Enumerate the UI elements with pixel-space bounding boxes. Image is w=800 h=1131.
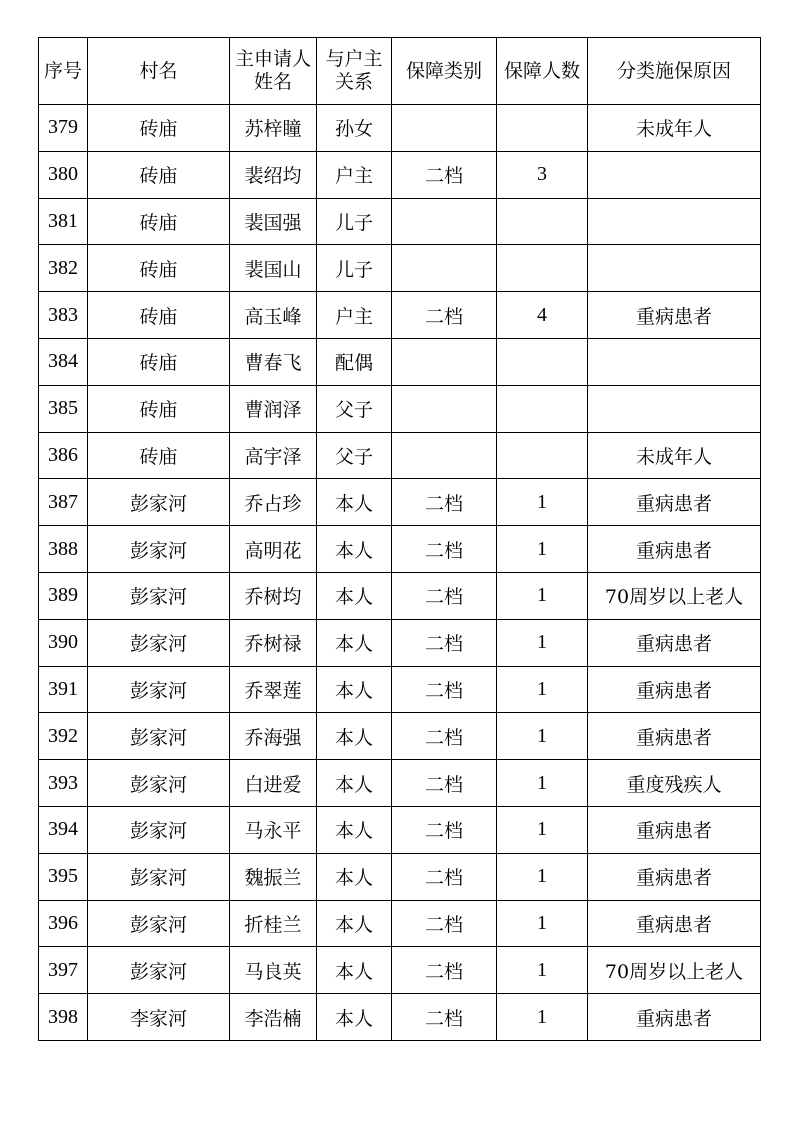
cell-reason: 70周岁以上老人 bbox=[588, 572, 761, 619]
cell-category bbox=[392, 338, 497, 385]
cell-relation: 孙女 bbox=[317, 105, 392, 152]
cell-reason bbox=[588, 245, 761, 292]
cell-reason bbox=[588, 151, 761, 198]
header-village: 村名 bbox=[88, 38, 230, 105]
table-row bbox=[39, 572, 761, 619]
table-row bbox=[39, 292, 761, 339]
cell-category: 二档 bbox=[392, 151, 497, 198]
cell-count: 1 bbox=[497, 666, 588, 713]
cell-count bbox=[497, 385, 588, 432]
cell-count: 1 bbox=[497, 853, 588, 900]
cell-category: 二档 bbox=[392, 666, 497, 713]
cell-reason: 重病患者 bbox=[588, 619, 761, 666]
cell-relation: 本人 bbox=[317, 994, 392, 1041]
table-row bbox=[39, 526, 761, 573]
cell-applicant: 乔树均 bbox=[230, 572, 317, 619]
cell-index: 385 bbox=[39, 385, 88, 432]
cell-category: 二档 bbox=[392, 760, 497, 807]
cell-index: 387 bbox=[39, 479, 88, 526]
table-row bbox=[39, 151, 761, 198]
header-category: 保障类别 bbox=[392, 38, 497, 105]
cell-index: 395 bbox=[39, 853, 88, 900]
table-row bbox=[39, 806, 761, 853]
cell-village: 彭家河 bbox=[88, 853, 230, 900]
cell-applicant: 裴绍均 bbox=[230, 151, 317, 198]
cell-reason: 重病患者 bbox=[588, 713, 761, 760]
cell-index: 379 bbox=[39, 105, 88, 152]
table-row bbox=[39, 947, 761, 994]
cell-village: 砖庙 bbox=[88, 385, 230, 432]
cell-reason bbox=[588, 385, 761, 432]
cell-category bbox=[392, 385, 497, 432]
cell-count bbox=[497, 105, 588, 152]
cell-count: 1 bbox=[497, 572, 588, 619]
cell-category: 二档 bbox=[392, 526, 497, 573]
cell-village: 彭家河 bbox=[88, 666, 230, 713]
cell-village: 彭家河 bbox=[88, 526, 230, 573]
cell-relation: 本人 bbox=[317, 572, 392, 619]
cell-category: 二档 bbox=[392, 292, 497, 339]
cell-village: 彭家河 bbox=[88, 806, 230, 853]
cell-applicant: 曹春飞 bbox=[230, 338, 317, 385]
cell-index: 384 bbox=[39, 338, 88, 385]
cell-village: 砖庙 bbox=[88, 245, 230, 292]
cell-applicant: 白进爱 bbox=[230, 760, 317, 807]
cell-count: 1 bbox=[497, 806, 588, 853]
cell-category bbox=[392, 245, 497, 292]
cell-count bbox=[497, 432, 588, 479]
cell-index: 383 bbox=[39, 292, 88, 339]
cell-relation: 户主 bbox=[317, 151, 392, 198]
header-relation: 与户主关系 bbox=[317, 38, 392, 105]
cell-relation: 本人 bbox=[317, 947, 392, 994]
cell-reason: 重病患者 bbox=[588, 853, 761, 900]
cell-category: 二档 bbox=[392, 853, 497, 900]
cell-reason bbox=[588, 338, 761, 385]
cell-applicant: 乔树禄 bbox=[230, 619, 317, 666]
cell-village: 砖庙 bbox=[88, 105, 230, 152]
cell-index: 394 bbox=[39, 806, 88, 853]
table-row bbox=[39, 338, 761, 385]
cell-reason: 重病患者 bbox=[588, 900, 761, 947]
table-row bbox=[39, 245, 761, 292]
cell-relation: 本人 bbox=[317, 853, 392, 900]
cell-count: 1 bbox=[497, 526, 588, 573]
table-body bbox=[39, 105, 761, 1041]
cell-relation: 本人 bbox=[317, 713, 392, 760]
cell-applicant: 马永平 bbox=[230, 806, 317, 853]
cell-village: 彭家河 bbox=[88, 479, 230, 526]
cell-count: 4 bbox=[497, 292, 588, 339]
cell-category: 二档 bbox=[392, 806, 497, 853]
cell-village: 彭家河 bbox=[88, 900, 230, 947]
table-row bbox=[39, 713, 761, 760]
cell-relation: 本人 bbox=[317, 760, 392, 807]
cell-reason: 重病患者 bbox=[588, 292, 761, 339]
cell-village: 李家河 bbox=[88, 994, 230, 1041]
table-row bbox=[39, 105, 761, 152]
cell-village: 彭家河 bbox=[88, 947, 230, 994]
cell-relation: 本人 bbox=[317, 526, 392, 573]
cell-index: 396 bbox=[39, 900, 88, 947]
cell-applicant: 裴国山 bbox=[230, 245, 317, 292]
cell-applicant: 折桂兰 bbox=[230, 900, 317, 947]
cell-relation: 本人 bbox=[317, 666, 392, 713]
cell-index: 388 bbox=[39, 526, 88, 573]
cell-category: 二档 bbox=[392, 947, 497, 994]
table-row bbox=[39, 994, 761, 1041]
cell-applicant: 李浩楠 bbox=[230, 994, 317, 1041]
cell-count: 1 bbox=[497, 619, 588, 666]
cell-relation: 本人 bbox=[317, 806, 392, 853]
cell-relation: 儿子 bbox=[317, 198, 392, 245]
cell-category bbox=[392, 198, 497, 245]
cell-relation: 父子 bbox=[317, 385, 392, 432]
cell-index: 390 bbox=[39, 619, 88, 666]
cell-index: 389 bbox=[39, 572, 88, 619]
cell-category bbox=[392, 432, 497, 479]
cell-category bbox=[392, 105, 497, 152]
cell-category: 二档 bbox=[392, 900, 497, 947]
cell-relation: 本人 bbox=[317, 479, 392, 526]
cell-count: 1 bbox=[497, 713, 588, 760]
cell-count bbox=[497, 245, 588, 292]
cell-count: 1 bbox=[497, 947, 588, 994]
table-row bbox=[39, 900, 761, 947]
cell-reason: 重病患者 bbox=[588, 479, 761, 526]
cell-count: 1 bbox=[497, 900, 588, 947]
table-row bbox=[39, 666, 761, 713]
cell-applicant: 高宇泽 bbox=[230, 432, 317, 479]
cell-index: 393 bbox=[39, 760, 88, 807]
cell-index: 392 bbox=[39, 713, 88, 760]
cell-reason: 重病患者 bbox=[588, 994, 761, 1041]
cell-index: 380 bbox=[39, 151, 88, 198]
cell-reason: 未成年人 bbox=[588, 432, 761, 479]
cell-category: 二档 bbox=[392, 619, 497, 666]
cell-applicant: 高明花 bbox=[230, 526, 317, 573]
cell-reason: 未成年人 bbox=[588, 105, 761, 152]
header-count: 保障人数 bbox=[497, 38, 588, 105]
header-applicant: 主申请人姓名 bbox=[230, 38, 317, 105]
cell-village: 彭家河 bbox=[88, 572, 230, 619]
cell-village: 砖庙 bbox=[88, 338, 230, 385]
cell-category: 二档 bbox=[392, 479, 497, 526]
cell-count: 1 bbox=[497, 760, 588, 807]
cell-reason: 70周岁以上老人 bbox=[588, 947, 761, 994]
cell-index: 382 bbox=[39, 245, 88, 292]
cell-reason: 重病患者 bbox=[588, 666, 761, 713]
cell-relation: 父子 bbox=[317, 432, 392, 479]
cell-village: 砖庙 bbox=[88, 292, 230, 339]
cell-applicant: 马良英 bbox=[230, 947, 317, 994]
cell-applicant: 乔翠莲 bbox=[230, 666, 317, 713]
header-row bbox=[39, 38, 761, 105]
table-row bbox=[39, 432, 761, 479]
cell-count: 3 bbox=[497, 151, 588, 198]
cell-count bbox=[497, 198, 588, 245]
cell-category: 二档 bbox=[392, 994, 497, 1041]
cell-index: 397 bbox=[39, 947, 88, 994]
cell-count: 1 bbox=[497, 994, 588, 1041]
cell-category: 二档 bbox=[392, 713, 497, 760]
cell-village: 彭家河 bbox=[88, 619, 230, 666]
cell-relation: 户主 bbox=[317, 292, 392, 339]
cell-applicant: 高玉峰 bbox=[230, 292, 317, 339]
relief-table bbox=[38, 37, 761, 1041]
table-row bbox=[39, 479, 761, 526]
cell-village: 砖庙 bbox=[88, 198, 230, 245]
table-row bbox=[39, 198, 761, 245]
cell-relation: 本人 bbox=[317, 900, 392, 947]
cell-village: 彭家河 bbox=[88, 760, 230, 807]
cell-count bbox=[497, 338, 588, 385]
cell-index: 381 bbox=[39, 198, 88, 245]
cell-applicant: 裴国强 bbox=[230, 198, 317, 245]
cell-village: 砖庙 bbox=[88, 432, 230, 479]
cell-applicant: 乔海强 bbox=[230, 713, 317, 760]
table-row bbox=[39, 619, 761, 666]
cell-applicant: 魏振兰 bbox=[230, 853, 317, 900]
cell-reason bbox=[588, 198, 761, 245]
table-row bbox=[39, 385, 761, 432]
cell-reason: 重度残疾人 bbox=[588, 760, 761, 807]
cell-applicant: 曹润泽 bbox=[230, 385, 317, 432]
cell-index: 398 bbox=[39, 994, 88, 1041]
table-row bbox=[39, 760, 761, 807]
header-reason: 分类施保原因 bbox=[588, 38, 761, 105]
cell-village: 砖庙 bbox=[88, 151, 230, 198]
header-index: 序号 bbox=[39, 38, 88, 105]
cell-count: 1 bbox=[497, 479, 588, 526]
cell-category: 二档 bbox=[392, 572, 497, 619]
cell-applicant: 苏梓瞳 bbox=[230, 105, 317, 152]
cell-reason: 重病患者 bbox=[588, 806, 761, 853]
cell-relation: 儿子 bbox=[317, 245, 392, 292]
cell-relation: 配偶 bbox=[317, 338, 392, 385]
cell-index: 386 bbox=[39, 432, 88, 479]
cell-relation: 本人 bbox=[317, 619, 392, 666]
cell-applicant: 乔占珍 bbox=[230, 479, 317, 526]
table-row bbox=[39, 853, 761, 900]
table-header bbox=[39, 38, 761, 105]
cell-index: 391 bbox=[39, 666, 88, 713]
cell-village: 彭家河 bbox=[88, 713, 230, 760]
cell-reason: 重病患者 bbox=[588, 526, 761, 573]
